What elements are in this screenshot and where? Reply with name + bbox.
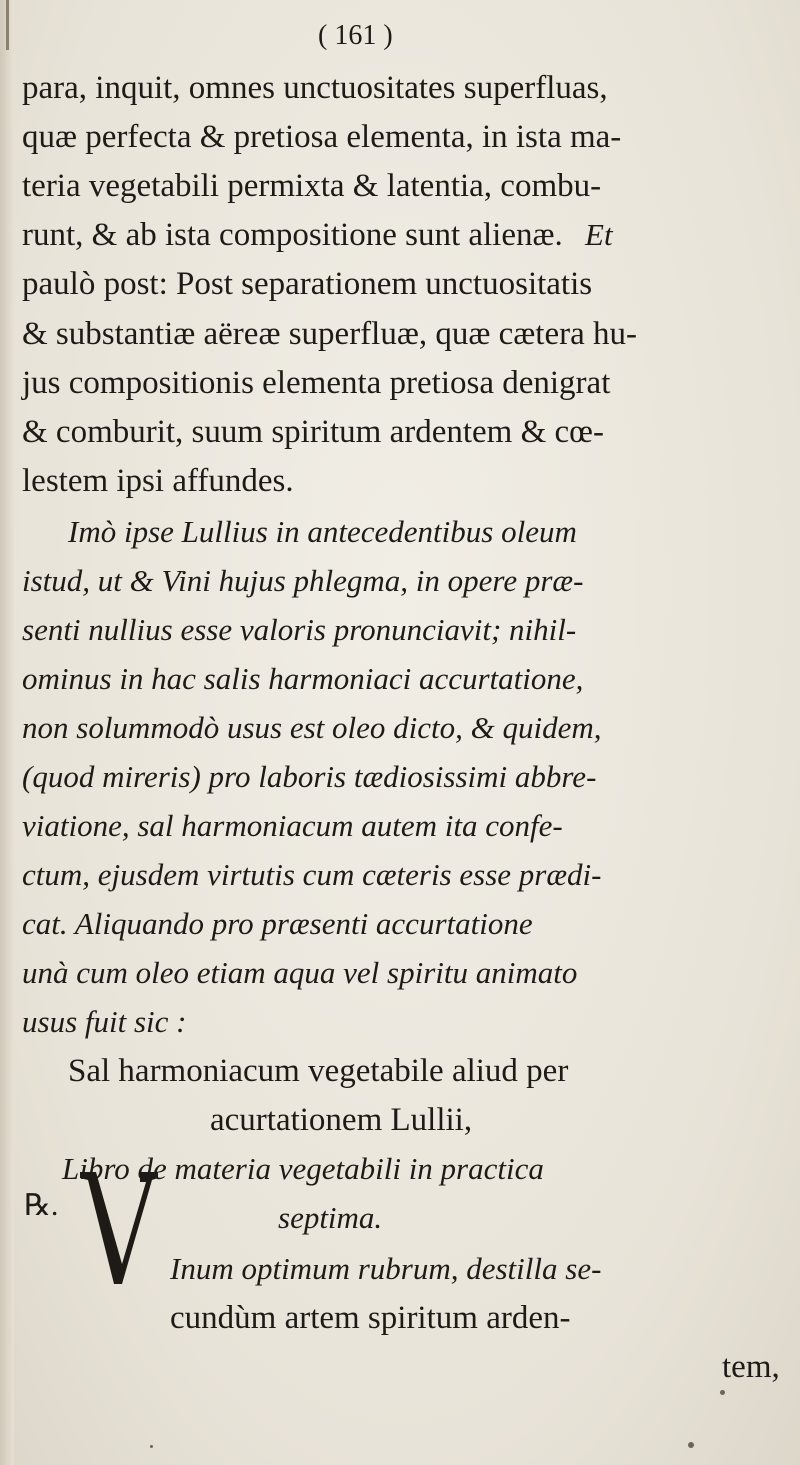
text-line-17: ctum, ejusdem virtutis cum cæteris esse prædi- bbox=[22, 857, 602, 892]
drop-initial-v bbox=[78, 1168, 160, 1286]
text-line-19: unà cum oleo etiam aqua vel spiritu animato bbox=[22, 955, 578, 990]
text-line-26: cundùm artem spiritum arden- bbox=[170, 1300, 571, 1336]
text-line-18: cat. Aliquando pro præsenti accurtatione bbox=[22, 906, 533, 941]
ink-speck bbox=[150, 1445, 153, 1448]
text-line-20: usus fuit sic : bbox=[22, 1004, 187, 1039]
text-line-25: Inum optimum rubrum, destilla se- bbox=[170, 1251, 602, 1286]
text-line-12: senti nullius esse valoris pronunciavit; nihil- bbox=[22, 612, 577, 647]
ink-speck bbox=[688, 1442, 694, 1448]
ink-speck bbox=[720, 1390, 725, 1395]
text-line-2: quæ perfecta & pretiosa elementa, in ista ma- bbox=[22, 119, 622, 155]
text-line-9: lestem ipsi affundes. bbox=[22, 463, 294, 499]
text-line-6: & substantiæ aëreæ superfluæ, quæ cætera hu- bbox=[22, 316, 637, 352]
text-line-27: tem, bbox=[722, 1349, 780, 1385]
text-line-4-body: runt, & ab ista compositione sunt alienæ. bbox=[22, 217, 563, 253]
drop-initial-v-glyph bbox=[78, 1168, 160, 1286]
text-line-7: jus compositionis elementa pretiosa denigrat bbox=[22, 365, 611, 401]
text-line-11: istud, ut & Vini hujus phlegma, in opere præ- bbox=[22, 563, 584, 598]
recipe-mark: ℞. bbox=[24, 1189, 59, 1222]
heading-line-4: septima. bbox=[278, 1200, 383, 1235]
page-gutter bbox=[0, 0, 14, 1465]
text-line-3: teria vegetabili permixta & latentia, combu- bbox=[22, 168, 602, 204]
text-line-4-tail: Et bbox=[585, 217, 613, 252]
text-line-10: Imò ipse Lullius in antecedentibus oleum bbox=[68, 514, 577, 549]
text-line-8: & comburit, suum spiritum ardentem & cœ- bbox=[22, 414, 604, 450]
text-line-15: (quod mireris) pro laboris tædiosissimi abbre- bbox=[22, 759, 597, 794]
heading-line-1: Sal harmoniacum vegetabile aliud per bbox=[68, 1053, 569, 1089]
heading-line-3: Libro de materia vegetabili in practica bbox=[62, 1151, 544, 1186]
heading-line-2: acurtationem Lullii, bbox=[210, 1102, 473, 1138]
text-line-1: para, inquit, omnes unctuositates superfluas, bbox=[22, 70, 608, 106]
gutter-mark bbox=[6, 0, 9, 50]
text-line-5: paulò post: Post separationem unctuositatis bbox=[22, 266, 593, 302]
text-line-14: non solummodò usus est oleo dicto, & quidem, bbox=[22, 710, 602, 745]
text-line-13: ominus in hac salis harmoniaci accurtatione, bbox=[22, 661, 584, 696]
text-line-4 bbox=[22, 219, 613, 252]
text-line-16: viatione, sal harmoniacum autem ita confe- bbox=[22, 808, 563, 843]
page-number: ( 161 ) bbox=[318, 20, 393, 51]
